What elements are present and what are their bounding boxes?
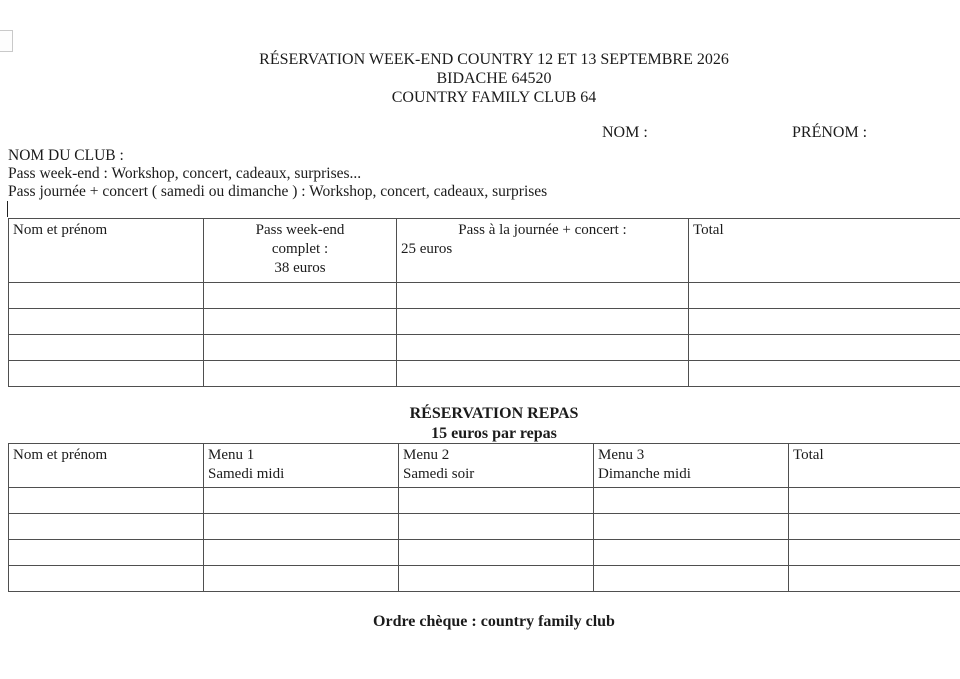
- repas-table-row-3: [9, 540, 960, 566]
- title-line-club: COUNTRY FAMILY CLUB 64: [391, 89, 597, 106]
- menu2-label-line2: Samedi soir: [403, 466, 475, 482]
- title-line-event: RÉSERVATION WEEK-END COUNTRY 12 ET 13 SEPTEMBRE 2026: [259, 51, 729, 68]
- pass-journee-label-line1: Pass à la journée + concert :: [458, 222, 627, 238]
- menu2-label-line1: Menu 2: [403, 447, 450, 463]
- document-title-block: [0, 50, 960, 107]
- menu3-label-line1: Menu 3: [598, 447, 645, 463]
- menu3-label-line2: Dimanche midi: [598, 466, 691, 482]
- title-line-location: BIDACHE 64520: [436, 70, 552, 87]
- pass-table-header-nom: [9, 219, 204, 283]
- repas-table-cell[interactable]: [399, 540, 594, 566]
- repas-table-row-2: [9, 514, 960, 540]
- page-margin-marker: [0, 30, 13, 52]
- pass-table-row-1: [9, 283, 960, 309]
- menu1-label-line2: Samedi midi: [208, 466, 285, 482]
- pass-table-row-4: [9, 361, 960, 387]
- repas-table-row-4: [9, 566, 960, 592]
- repas-table-cell[interactable]: [204, 540, 399, 566]
- repas-price-line: 15 euros par repas: [431, 425, 557, 442]
- pass-table-cell[interactable]: [689, 309, 960, 335]
- repas-heading-line: RÉSERVATION REPAS: [409, 405, 579, 422]
- repas-table-cell[interactable]: [9, 514, 204, 540]
- pass-table-cell[interactable]: [397, 283, 689, 309]
- pass-table-header-journee: [397, 219, 689, 283]
- repas-section-heading: [0, 404, 960, 444]
- text-cursor: [7, 201, 8, 217]
- repas-table-header-nom: [9, 444, 204, 488]
- repas-table-cell[interactable]: [399, 488, 594, 514]
- repas-table-cell[interactable]: [594, 540, 789, 566]
- pass-table-cell[interactable]: [689, 283, 960, 309]
- repas-table-total-label: Total: [793, 447, 824, 463]
- pass-table-header-weekend: [204, 219, 397, 283]
- pass-table-cell[interactable]: [204, 361, 397, 387]
- pass-table-row-2: [9, 309, 960, 335]
- pass-table-header-total: [689, 219, 960, 283]
- pass-table-cell[interactable]: [9, 335, 204, 361]
- cheque-order-line: Ordre chèque : country family club: [373, 613, 615, 630]
- repas-table-header-menu2: [399, 444, 594, 488]
- repas-table-row-1: [9, 488, 960, 514]
- repas-table-header-menu3: [594, 444, 789, 488]
- pass-table-header-row: [9, 219, 960, 283]
- pass-table-cell[interactable]: [397, 335, 689, 361]
- pass-journee-description: Pass journée + concert ( samedi ou dimanche ) : Workshop, concert, cadeaux, surprises: [8, 183, 548, 200]
- pass-weekend-description: Pass week-end : Workshop, concert, cadeaux, surprises...: [8, 165, 362, 182]
- repas-table-cell[interactable]: [9, 566, 204, 592]
- repas-table-cell[interactable]: [789, 566, 960, 592]
- repas-reservation-table: [8, 443, 960, 592]
- pass-table-cell[interactable]: [204, 335, 397, 361]
- pass-table-cell[interactable]: [689, 361, 960, 387]
- nom-label: NOM :: [602, 124, 648, 141]
- repas-table-header-row: [9, 444, 960, 488]
- pass-table-total-label: Total: [693, 222, 724, 238]
- repas-table-cell[interactable]: [204, 566, 399, 592]
- repas-table-header-menu1: [204, 444, 399, 488]
- repas-table-cell[interactable]: [594, 488, 789, 514]
- repas-table-header-total: [789, 444, 960, 488]
- repas-table-cell[interactable]: [594, 566, 789, 592]
- repas-table-cell[interactable]: [9, 488, 204, 514]
- pass-table-cell[interactable]: [204, 309, 397, 335]
- repas-table-cell[interactable]: [204, 488, 399, 514]
- pass-weekend-label-line1: Pass week-end: [255, 222, 345, 238]
- pass-table-header-nom-label: Nom et prénom: [13, 222, 108, 238]
- menu1-label-line1: Menu 1: [208, 447, 255, 463]
- pass-table-cell[interactable]: [204, 283, 397, 309]
- intro-text-block: [8, 147, 547, 201]
- pass-table-cell[interactable]: [9, 309, 204, 335]
- repas-table-cell[interactable]: [789, 488, 960, 514]
- repas-table-cell[interactable]: [204, 514, 399, 540]
- repas-table-cell[interactable]: [9, 540, 204, 566]
- pass-table-row-3: [9, 335, 960, 361]
- pass-weekend-label-line2: complet :: [271, 241, 329, 257]
- pass-journee-label-line2: 25 euros: [401, 241, 453, 257]
- pass-weekend-label-line3: 38 euros: [274, 260, 326, 276]
- repas-table-nom-label: Nom et prénom: [13, 447, 108, 463]
- repas-table-cell[interactable]: [789, 540, 960, 566]
- repas-table-cell[interactable]: [399, 566, 594, 592]
- club-name-line: NOM DU CLUB :: [8, 147, 124, 164]
- pass-table-cell[interactable]: [9, 283, 204, 309]
- pass-table-cell[interactable]: [397, 309, 689, 335]
- prenom-label: PRÉNOM :: [792, 124, 868, 141]
- repas-table-cell[interactable]: [789, 514, 960, 540]
- repas-table-cell[interactable]: [399, 514, 594, 540]
- repas-table-cell[interactable]: [594, 514, 789, 540]
- pass-table-cell[interactable]: [9, 361, 204, 387]
- pass-table-cell[interactable]: [689, 335, 960, 361]
- pass-table-cell[interactable]: [397, 361, 689, 387]
- pass-reservation-table: [8, 218, 960, 387]
